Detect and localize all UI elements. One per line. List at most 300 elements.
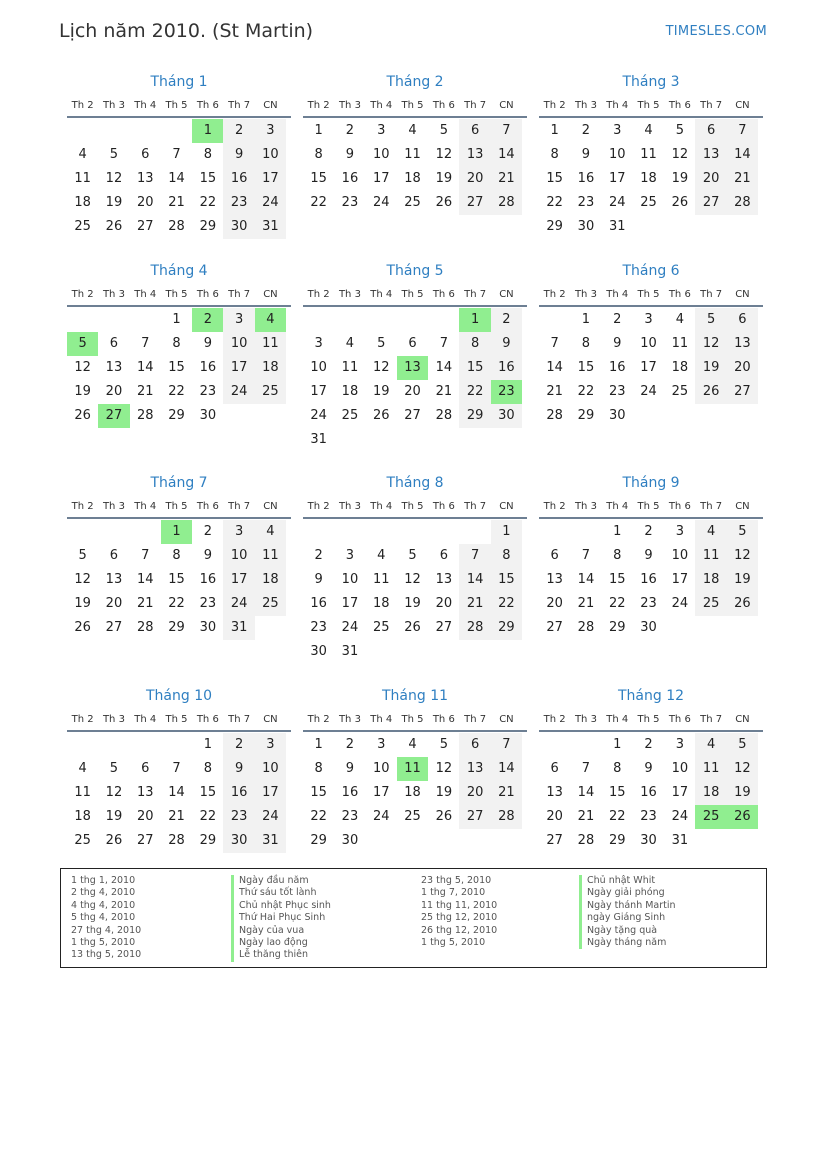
weekday-label: Th 5 [401, 100, 424, 111]
weekday-label: Th 6 [668, 289, 691, 300]
day-cell: 22 [608, 809, 626, 824]
weekday-label: CN [263, 289, 278, 300]
day-cell: 16 [491, 356, 522, 380]
day-cell: 17 [341, 596, 359, 611]
day-cell: 19 [74, 596, 91, 611]
month-name: Tháng 4 [150, 263, 208, 279]
day-cell: 6 [408, 336, 417, 351]
legend-date: 2 thg 4, 2010 [71, 887, 136, 899]
day-cell: 8 [203, 147, 212, 162]
day-cell: 30 [640, 833, 657, 848]
empty-day-cell [130, 520, 161, 544]
day-cell: 23 [577, 195, 595, 210]
brand-link[interactable]: TIMESLES.COM [665, 24, 767, 39]
day-cell: 17 [372, 171, 390, 186]
day-cell: 14 [168, 785, 185, 800]
day-cell: 18 [640, 171, 657, 186]
weekday-label: Th 4 [370, 100, 393, 111]
day-cell: 11 [640, 147, 657, 162]
day-cell: 21 [136, 596, 154, 611]
weekday-label: Th 5 [637, 501, 660, 512]
day-cell: 13 [546, 785, 563, 800]
weekday-label: Th 4 [134, 501, 157, 512]
empty-day-cell [397, 520, 428, 544]
day-cell: 13 [435, 572, 453, 587]
month-name: Tháng 12 [617, 688, 685, 704]
empty-day-cell [130, 119, 161, 143]
weekday-label: Th 5 [637, 289, 660, 300]
day-cell: 16 [341, 171, 359, 186]
day-cell: 9 [203, 548, 212, 563]
holiday-cell: 23 [491, 380, 522, 404]
weekday-label: CN [263, 501, 278, 512]
day-grid [539, 520, 763, 640]
day-cell: 6 [439, 548, 448, 563]
day-cell: 21 [136, 384, 154, 399]
empty-day-cell [67, 119, 98, 143]
day-cell: 17 [640, 360, 657, 375]
day-cell: 1 [613, 524, 622, 539]
day-cell: 2 [581, 123, 591, 138]
day-cell: 8 [491, 544, 522, 568]
day-cell: 31 [671, 833, 689, 848]
weekday-header [303, 710, 527, 732]
weekday-label: CN [499, 289, 514, 300]
empty-day-cell [67, 520, 98, 544]
day-cell: 15 [168, 572, 185, 587]
weekday-header [67, 497, 291, 519]
weekday-header [539, 710, 763, 732]
weekday-label: Th 3 [574, 714, 597, 725]
day-cell: 9 [314, 572, 323, 587]
weekday-label: Th 6 [196, 714, 219, 725]
weekday-label: Th 4 [370, 289, 393, 300]
day-cell: 15 [199, 171, 217, 186]
day-grid [67, 733, 291, 853]
day-cell: 15 [491, 568, 522, 592]
weekday-label: Th 7 [700, 100, 723, 111]
day-cell: 29 [168, 408, 185, 423]
day-cell: 24 [608, 195, 626, 210]
day-cell: 20 [136, 809, 154, 824]
day-cell: 2 [644, 524, 653, 539]
legend-date: 11 thg 11, 2010 [421, 899, 498, 911]
day-cell: 29 [491, 616, 522, 640]
weekday-header [67, 96, 291, 118]
day-cell: 16 [640, 572, 657, 587]
day-cell: 22 [310, 195, 327, 210]
day-cell: 4 [695, 520, 726, 544]
day-cell: 3 [223, 308, 254, 332]
day-cell: 5 [695, 308, 726, 332]
day-cell: 20 [546, 596, 563, 611]
empty-day-cell [303, 308, 334, 332]
day-cell: 14 [136, 360, 154, 375]
legend-date: 4 thg 4, 2010 [71, 899, 136, 911]
day-cell: 15 [310, 785, 327, 800]
day-cell: 30 [223, 829, 254, 853]
month-12 [539, 686, 763, 853]
day-cell: 18 [404, 785, 421, 800]
day-cell: 21 [435, 384, 453, 399]
holiday-cell: 2 [192, 308, 223, 332]
weekday-label: Th 5 [637, 714, 660, 725]
day-cell: 8 [172, 336, 181, 351]
day-cell: 20 [727, 356, 758, 380]
day-cell: 9 [345, 147, 355, 162]
day-cell: 26 [435, 809, 453, 824]
day-cell: 10 [372, 147, 390, 162]
day-cell: 2 [345, 737, 355, 752]
day-cell: 7 [459, 544, 490, 568]
day-cell: 13 [695, 143, 726, 167]
day-cell: 24 [310, 408, 327, 423]
day-cell: 20 [404, 384, 421, 399]
day-cell: 12 [105, 171, 123, 186]
weekday-label: Th 6 [432, 100, 455, 111]
day-cell: 6 [727, 308, 758, 332]
month-8 [303, 473, 527, 664]
legend-date: 1 thg 5, 2010 [71, 937, 136, 949]
weekday-label: Th 2 [71, 501, 94, 512]
day-cell: 9 [581, 147, 591, 162]
day-cell: 30 [341, 833, 359, 848]
day-cell: 6 [550, 761, 559, 776]
day-cell: 29 [577, 408, 595, 423]
day-cell: 13 [459, 757, 490, 781]
empty-day-cell [539, 308, 570, 332]
day-cell: 8 [581, 336, 591, 351]
day-cell: 16 [199, 572, 217, 587]
day-cell: 1 [203, 737, 212, 752]
day-cell: 28 [577, 833, 595, 848]
empty-day-cell [67, 308, 98, 332]
holiday-cell: 1 [192, 119, 223, 143]
day-cell: 16 [608, 360, 626, 375]
legend-holiday-name: Ngày thánh Martin [579, 900, 676, 912]
day-cell: 11 [255, 544, 286, 568]
day-cell: 23 [223, 191, 254, 215]
weekday-label: Th 7 [228, 501, 251, 512]
day-grid [67, 119, 291, 239]
legend-date: 25 thg 12, 2010 [421, 912, 498, 924]
day-cell: 31 [255, 215, 286, 239]
day-cell: 7 [581, 548, 591, 563]
day-cell: 11 [695, 757, 726, 781]
day-cell: 7 [491, 119, 522, 143]
legend-holiday-name: Ngày tặng quà [579, 925, 676, 937]
day-cell: 14 [491, 143, 522, 167]
legend-names-column-1 [231, 875, 331, 962]
day-cell: 7 [172, 147, 181, 162]
weekday-label: Th 2 [71, 289, 94, 300]
legend-holiday-name: Ngày của vua [231, 925, 331, 937]
day-cell: 3 [255, 733, 286, 757]
day-cell: 4 [78, 147, 87, 162]
weekday-label: Th 3 [102, 501, 125, 512]
weekday-label: Th 3 [574, 289, 597, 300]
day-cell: 24 [372, 809, 390, 824]
day-cell: 20 [105, 596, 123, 611]
day-cell: 2 [314, 548, 323, 563]
day-cell: 8 [203, 761, 212, 776]
day-cell: 12 [671, 147, 689, 162]
day-cell: 28 [168, 219, 185, 234]
day-cell: 1 [550, 123, 559, 138]
day-cell: 24 [255, 191, 286, 215]
day-cell: 25 [255, 592, 286, 616]
day-cell: 5 [109, 147, 119, 162]
day-cell: 29 [608, 833, 626, 848]
weekday-label: CN [263, 100, 278, 111]
day-grid [303, 733, 527, 853]
weekday-label: CN [735, 289, 750, 300]
month-3 [539, 72, 763, 239]
legend-holiday-name: Thứ sáu tốt lành [231, 887, 331, 899]
day-cell: 19 [435, 171, 453, 186]
day-cell: 27 [404, 408, 421, 423]
day-cell: 16 [310, 596, 327, 611]
month-2 [303, 72, 527, 215]
day-cell: 3 [675, 737, 684, 752]
month-4 [67, 261, 291, 428]
day-cell: 22 [459, 380, 490, 404]
month-name: Tháng 10 [145, 688, 213, 704]
day-cell: 28 [546, 408, 563, 423]
day-cell: 29 [199, 833, 217, 848]
day-cell: 4 [408, 123, 417, 138]
day-cell: 9 [644, 548, 653, 563]
day-cell: 22 [168, 384, 185, 399]
weekday-header [303, 497, 527, 519]
day-cell: 25 [341, 408, 359, 423]
month-name: Tháng 1 [150, 74, 208, 90]
day-cell: 27 [546, 833, 563, 848]
day-cell: 7 [727, 119, 758, 143]
day-cell: 19 [105, 195, 123, 210]
empty-day-cell [428, 308, 459, 332]
day-cell: 17 [223, 568, 254, 592]
day-cell: 15 [459, 356, 490, 380]
day-cell: 27 [459, 191, 490, 215]
day-cell: 28 [577, 620, 595, 635]
day-cell: 28 [491, 805, 522, 829]
weekday-label: Th 4 [606, 289, 629, 300]
holiday-cell: 1 [161, 520, 192, 544]
day-cell: 29 [608, 620, 626, 635]
weekday-label: Th 4 [606, 501, 629, 512]
day-cell: 28 [459, 616, 490, 640]
weekday-label: Th 7 [228, 289, 251, 300]
day-cell: 3 [345, 548, 355, 563]
day-cell: 20 [546, 809, 563, 824]
weekday-label: Th 2 [543, 289, 566, 300]
day-cell: 16 [640, 785, 657, 800]
weekday-label: Th 7 [700, 501, 723, 512]
empty-day-cell [539, 520, 570, 544]
empty-day-cell [98, 733, 129, 757]
day-cell: 25 [74, 219, 91, 234]
day-cell: 28 [168, 833, 185, 848]
day-cell: 3 [377, 123, 386, 138]
day-cell: 27 [136, 833, 154, 848]
weekday-label: CN [735, 501, 750, 512]
day-cell: 6 [550, 548, 559, 563]
weekday-label: Th 6 [432, 289, 455, 300]
day-cell: 11 [372, 572, 390, 587]
day-cell: 28 [136, 408, 154, 423]
day-cell: 13 [546, 572, 563, 587]
weekday-label: Th 2 [543, 100, 566, 111]
holiday-cell: 11 [397, 757, 428, 781]
weekday-label: Th 5 [165, 289, 188, 300]
day-cell: 30 [608, 408, 626, 423]
weekday-label: Th 3 [574, 501, 597, 512]
day-cell: 16 [577, 171, 595, 186]
day-cell: 26 [404, 620, 421, 635]
weekday-label: CN [735, 714, 750, 725]
empty-day-cell [366, 308, 397, 332]
legend-holiday-name: Chủ nhật Whit [579, 875, 676, 887]
day-cell: 4 [377, 548, 386, 563]
day-cell: 15 [310, 171, 327, 186]
day-cell: 7 [141, 548, 150, 563]
empty-day-cell [303, 520, 334, 544]
day-cell: 7 [550, 336, 559, 351]
weekday-label: Th 2 [307, 501, 330, 512]
weekday-label: Th 6 [668, 501, 691, 512]
day-cell: 14 [168, 171, 185, 186]
day-cell: 13 [136, 785, 154, 800]
day-cell: 10 [671, 761, 689, 776]
day-cell: 27 [727, 380, 758, 404]
month-name: Tháng 2 [386, 74, 444, 90]
day-cell: 7 [439, 336, 448, 351]
day-cell: 5 [727, 520, 758, 544]
holiday-cell: 5 [67, 332, 98, 356]
weekday-label: Th 5 [637, 100, 660, 111]
day-cell: 9 [613, 336, 622, 351]
weekday-label: CN [263, 714, 278, 725]
weekday-label: Th 4 [606, 714, 629, 725]
day-cell: 27 [459, 805, 490, 829]
day-cell: 29 [199, 219, 217, 234]
day-cell: 27 [435, 620, 453, 635]
day-cell: 6 [141, 147, 150, 162]
day-cell: 7 [581, 761, 591, 776]
day-cell: 27 [695, 191, 726, 215]
day-cell: 17 [223, 356, 254, 380]
weekday-label: Th 4 [134, 100, 157, 111]
day-cell: 10 [608, 147, 626, 162]
day-cell: 16 [223, 167, 254, 191]
weekday-label: Th 6 [432, 714, 455, 725]
month-name: Tháng 3 [622, 74, 680, 90]
day-cell: 7 [141, 336, 150, 351]
day-cell: 6 [109, 336, 119, 351]
day-cell: 8 [613, 761, 622, 776]
holiday-cell: 4 [255, 308, 286, 332]
day-cell: 18 [695, 568, 726, 592]
empty-day-cell [98, 119, 129, 143]
day-cell: 23 [310, 620, 327, 635]
day-cell: 9 [491, 332, 522, 356]
legend-date: 26 thg 12, 2010 [421, 924, 498, 936]
day-cell: 3 [613, 123, 622, 138]
empty-day-cell [334, 308, 365, 332]
day-cell: 19 [671, 171, 689, 186]
day-cell: 22 [310, 809, 327, 824]
day-cell: 28 [435, 408, 453, 423]
day-cell: 13 [727, 332, 758, 356]
legend-holiday-name: Ngày lao động [231, 937, 331, 949]
weekday-label: Th 7 [700, 714, 723, 725]
weekday-label: CN [499, 100, 514, 111]
legend-date: 23 thg 5, 2010 [421, 875, 492, 886]
empty-day-cell [428, 520, 459, 544]
day-cell: 11 [671, 336, 689, 351]
month-7 [67, 473, 291, 640]
day-cell: 11 [404, 147, 421, 162]
day-cell: 10 [223, 332, 254, 356]
weekday-label: Th 2 [307, 100, 330, 111]
day-cell: 9 [223, 143, 254, 167]
day-cell: 10 [255, 757, 286, 781]
day-cell: 10 [223, 544, 254, 568]
weekday-label: Th 7 [700, 289, 723, 300]
weekday-label: Th 4 [370, 501, 393, 512]
day-cell: 8 [314, 761, 323, 776]
day-cell: 20 [435, 596, 453, 611]
empty-day-cell [459, 520, 490, 544]
month-1 [67, 72, 291, 239]
weekday-label: Th 4 [134, 289, 157, 300]
day-cell: 8 [550, 147, 559, 162]
weekday-label: Th 7 [464, 100, 487, 111]
weekday-label: Th 3 [338, 289, 361, 300]
day-cell: 23 [341, 195, 359, 210]
day-cell: 23 [640, 596, 657, 611]
empty-day-cell [161, 733, 192, 757]
day-cell: 17 [671, 572, 689, 587]
day-cell: 1 [172, 312, 181, 327]
day-cell: 18 [255, 356, 286, 380]
day-cell: 24 [640, 384, 657, 399]
month-6 [539, 261, 763, 428]
day-cell: 19 [404, 596, 421, 611]
day-cell: 9 [203, 336, 212, 351]
month-11 [303, 686, 527, 853]
empty-day-cell [67, 733, 98, 757]
empty-day-cell [366, 520, 397, 544]
weekday-label: Th 6 [668, 100, 691, 111]
day-cell: 19 [695, 356, 726, 380]
weekday-header [67, 710, 291, 732]
day-cell: 14 [577, 785, 595, 800]
day-cell: 5 [408, 548, 417, 563]
legend-date: 1 thg 5, 2010 [421, 937, 486, 949]
day-cell: 25 [372, 620, 390, 635]
day-cell: 22 [168, 596, 185, 611]
day-cell: 12 [727, 757, 758, 781]
weekday-label: Th 3 [574, 100, 597, 111]
day-cell: 20 [459, 167, 490, 191]
day-cell: 22 [199, 809, 217, 824]
day-cell: 18 [372, 596, 390, 611]
day-cell: 30 [223, 215, 254, 239]
month-name: Tháng 6 [622, 263, 680, 279]
day-cell: 24 [255, 805, 286, 829]
